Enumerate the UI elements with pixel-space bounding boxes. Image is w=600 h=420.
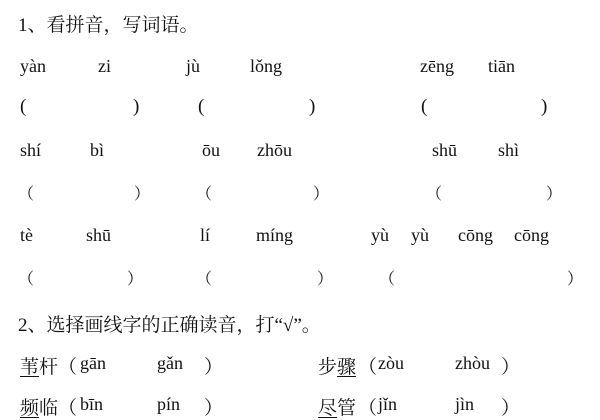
pinyin: míng [256,225,294,245]
answer-bracket-open: （ [196,186,213,203]
underlined-char: 苇 [20,357,40,378]
answer-bracket-open: ( [198,96,205,117]
reading-option[interactable]: gǎn [157,353,183,373]
pinyin: zi [98,56,111,76]
answer-bracket-open: （ [18,271,35,288]
pinyin: jù [186,56,201,76]
answer-bracket-open: （ [18,186,35,203]
pinyin: tiān [488,56,515,76]
word-item: 尽管 [318,398,357,419]
pinyin: shū [86,225,112,245]
reading-option[interactable]: pín [157,394,181,414]
reading-option[interactable]: gān [80,353,106,373]
pinyin: shí [20,140,42,160]
reading-option[interactable]: jìn [455,394,475,414]
pinyin: shì [498,140,520,160]
paren-open: （ [58,398,78,419]
word-item: 步骤 [318,357,357,378]
answer-bracket-open: ( [20,96,27,117]
pinyin: cōng [514,225,549,245]
pinyin: ōu [202,140,220,160]
paren-close: ） [204,398,224,419]
pinyin: zēng [420,56,454,76]
pinyin: yàn [20,56,46,76]
answer-bracket-close: ） [134,186,151,203]
answer-bracket-open: （ [196,271,213,288]
answer-bracket-open: ( [421,96,428,117]
pinyin: yù [411,225,429,245]
answer-bracket-open: （ [426,186,443,203]
pinyin: tè [20,225,33,245]
pinyin: bì [90,140,105,160]
answer-bracket-close: ) [541,96,548,117]
pinyin: shū [432,140,458,160]
answer-bracket-close: ） [127,271,144,288]
word-item: 苇杆 [20,357,59,378]
answer-bracket-close: ） [317,271,334,288]
section1-title: 1、看拼音，写词语。 [18,15,199,36]
pinyin: zhōu [257,140,292,160]
underlined-char: 尽 [318,398,338,419]
answer-bracket-open: （ [379,271,396,288]
underlined-char: 频 [20,398,40,419]
pinyin: cōng [458,225,493,245]
paren-open: （ [358,398,378,419]
reading-option[interactable]: zhòu [455,353,490,373]
underlined-char: 骤 [337,357,357,378]
reading-option[interactable]: jǐn [378,394,398,414]
section2-title: 2、选择画线字的正确读音，打“√”。 [18,315,321,336]
paren-open: （ [358,357,378,378]
pinyin: lǒng [250,56,283,76]
answer-bracket-close: ） [567,271,584,288]
paren-open: （ [58,357,78,378]
word-item: 频临 [20,398,59,419]
answer-bracket-close: ） [546,186,563,203]
answer-bracket-close: ) [133,96,140,117]
reading-option[interactable]: bīn [80,394,104,414]
answer-bracket-close: ) [309,96,316,117]
answer-bracket-close: ） [313,186,330,203]
pinyin: yù [371,225,389,245]
paren-close: ） [501,357,521,378]
reading-option[interactable]: zòu [378,353,404,373]
pinyin: lí [200,225,211,245]
paren-close: ） [204,357,224,378]
paren-close: ） [501,398,521,419]
